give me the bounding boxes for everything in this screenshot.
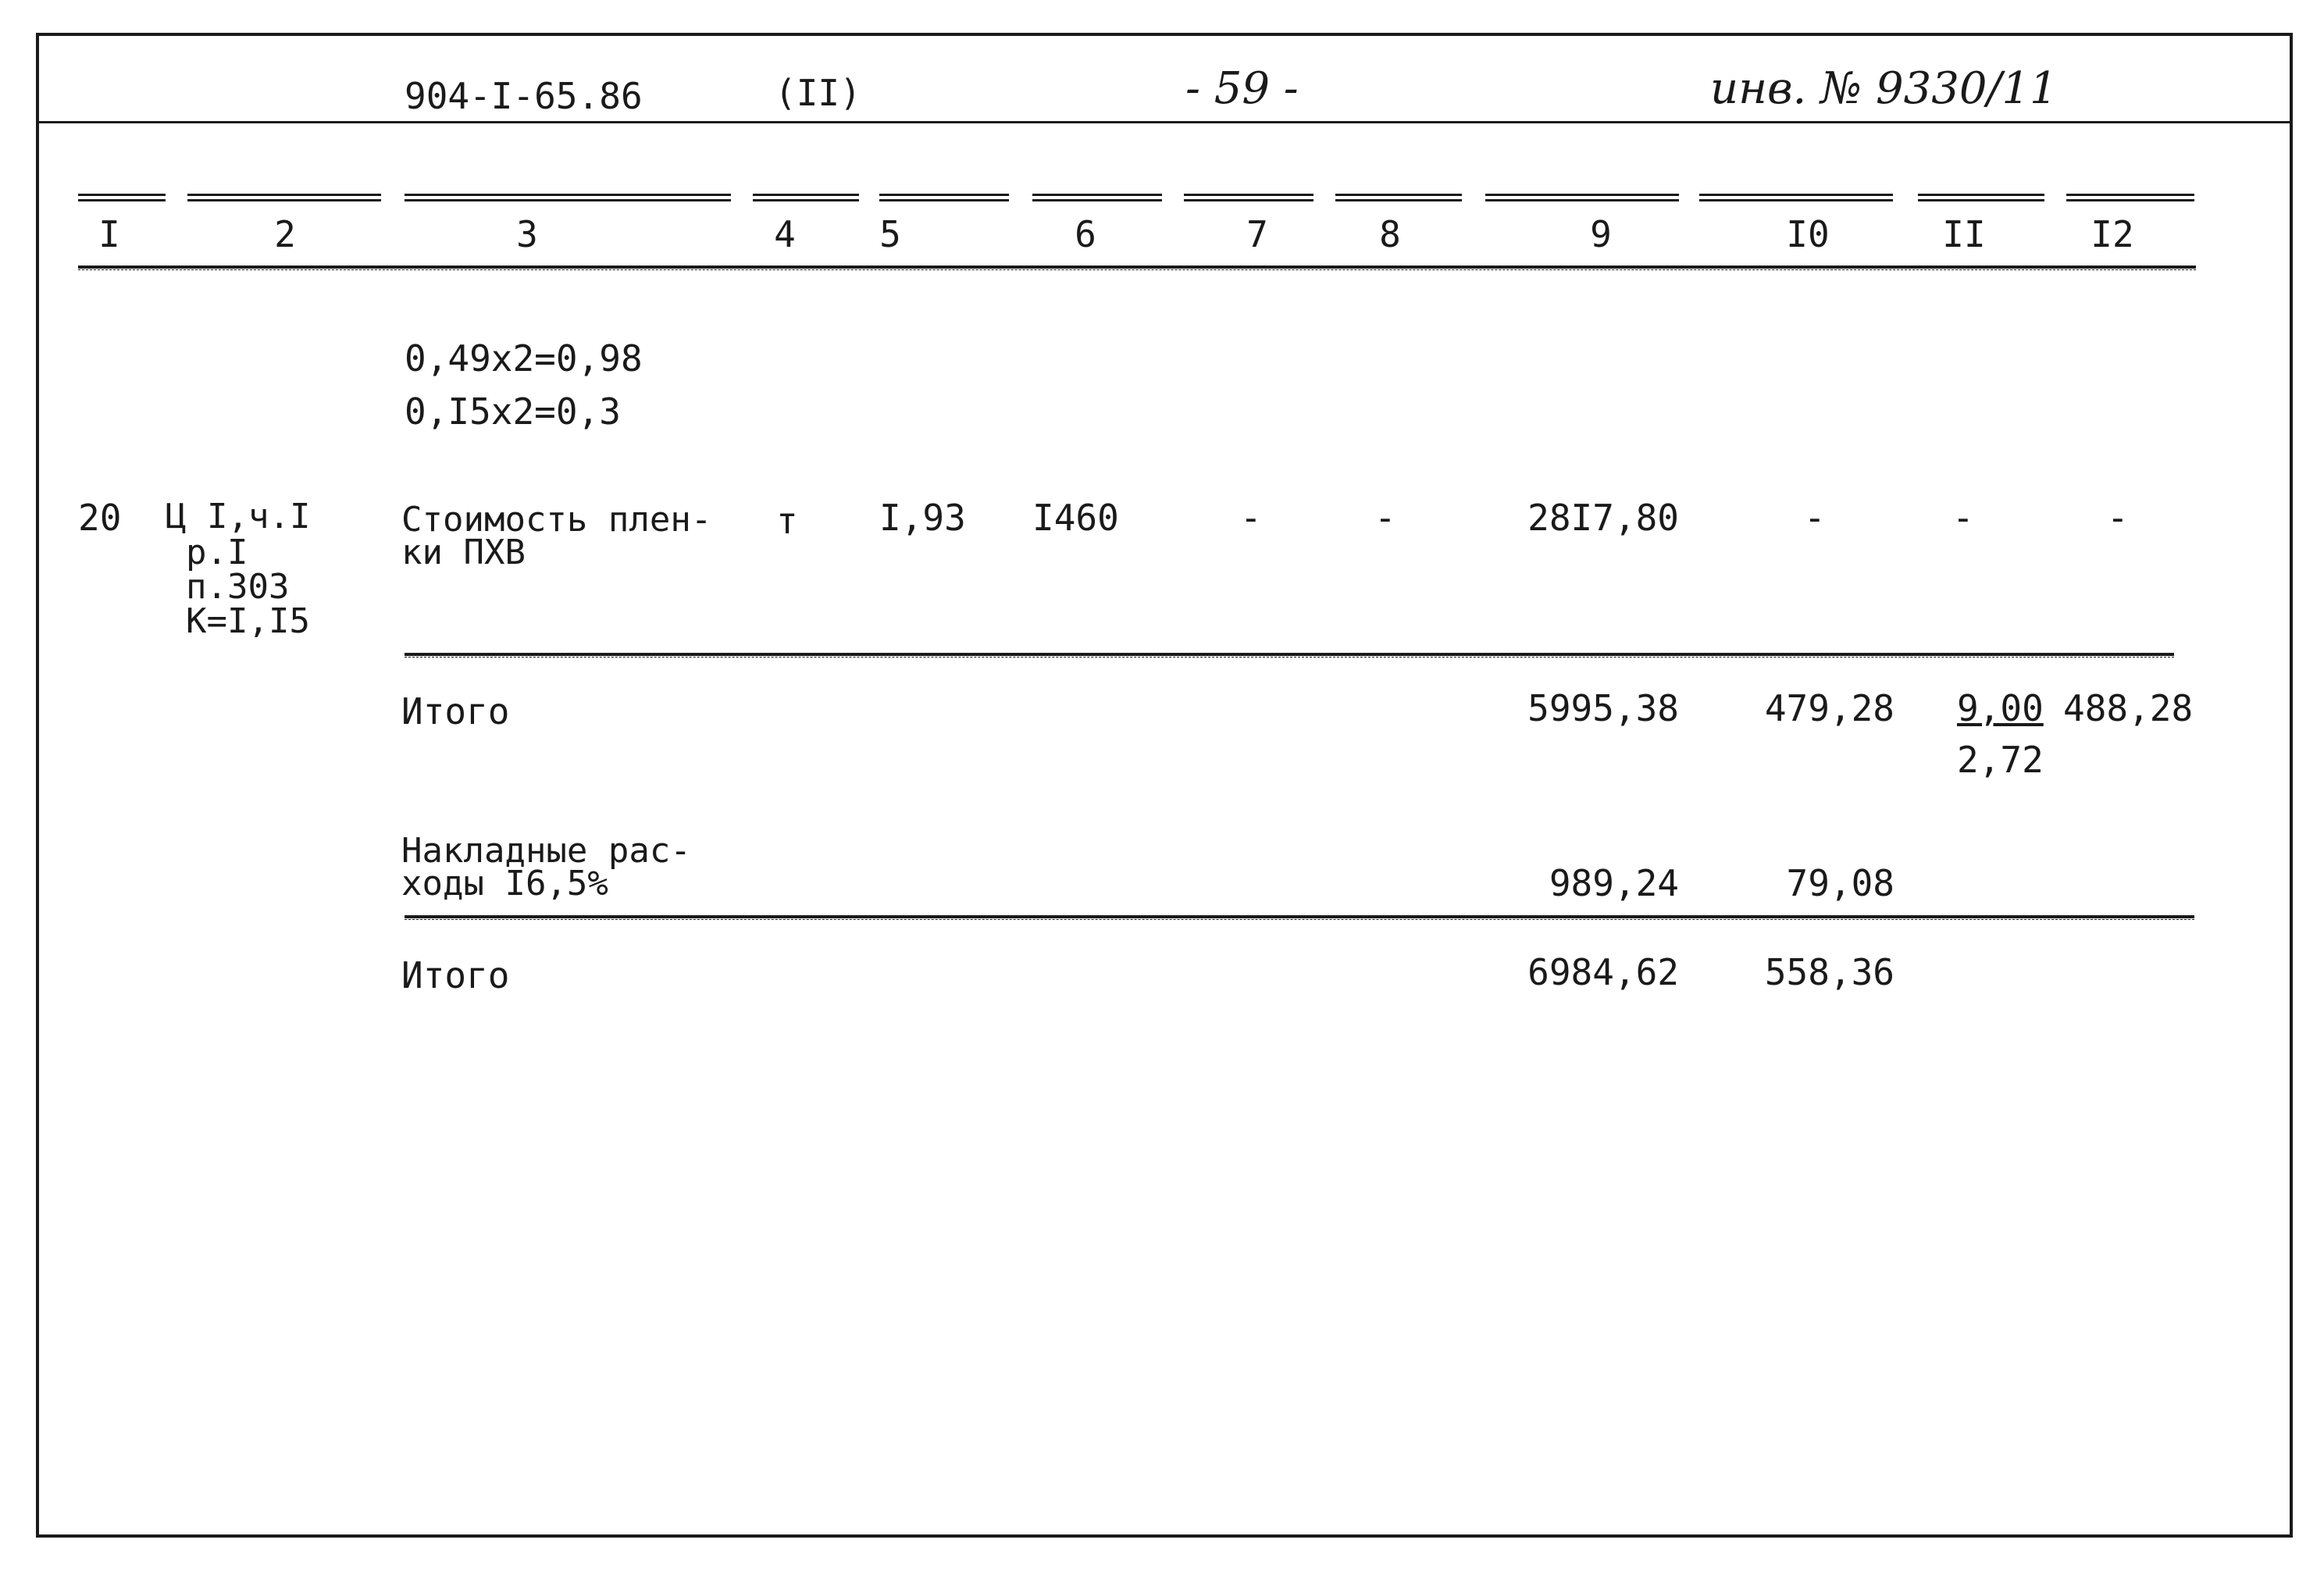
total-column12: 488,28 — [2063, 687, 2194, 729]
column-number: I2 — [2091, 213, 2134, 255]
column-number: I0 — [1786, 213, 1830, 255]
quantity-cell: I,93 — [879, 497, 966, 539]
column-number: 3 — [516, 213, 538, 255]
header-divider — [36, 121, 2293, 123]
calc-line: 0,I5x2=0,3 — [405, 390, 621, 433]
total-label: Итого — [401, 690, 510, 732]
column8-cell: - — [1374, 497, 1396, 539]
reference-line: п.303 — [186, 567, 290, 607]
reference-line: К=I,I5 — [186, 601, 310, 641]
column-number: II — [1942, 213, 1986, 255]
column-rule — [1032, 194, 1162, 201]
inventory-number: инв. № 9330/11 — [1710, 63, 2058, 114]
column11-cell: - — [1952, 497, 1974, 539]
total-column10: 479,28 — [1764, 687, 1894, 729]
total-column11-bottom: 2,72 — [1957, 739, 2044, 781]
overhead-column10: 79,08 — [1786, 862, 1894, 904]
column-rule — [753, 194, 859, 201]
column-number: 6 — [1075, 213, 1096, 255]
grand-total-column9: 6984,62 — [1527, 951, 1679, 993]
column-number: 5 — [879, 213, 901, 255]
column-rule — [405, 194, 731, 201]
column-rule — [78, 194, 166, 201]
column-number: I — [98, 213, 120, 255]
page-number: - 59 - — [1185, 63, 1299, 114]
doc-code: 904-I-65.86 — [405, 75, 643, 117]
column-rule — [1699, 194, 1893, 201]
column7-cell: - — [1240, 497, 1262, 539]
calc-line: 0,49x2=0,98 — [405, 337, 643, 380]
column-number: 8 — [1379, 213, 1401, 255]
column-rule — [1918, 194, 2044, 201]
column-rule — [1335, 194, 1462, 201]
row-number: 20 — [78, 497, 122, 539]
header-bottom-rule — [78, 266, 2196, 270]
description-line: Стоимость плен- — [401, 500, 712, 540]
overhead-label: Накладные рас- — [401, 831, 691, 871]
reference-line: Ц I,ч.I — [166, 497, 311, 536]
column9-cell: 28I7,80 — [1527, 497, 1679, 539]
column-number: 9 — [1590, 213, 1612, 255]
column12-cell: - — [2107, 497, 2129, 539]
reference-line: р.I — [186, 533, 248, 572]
overhead-label: ходы I6,5% — [401, 864, 608, 903]
column-rule — [187, 194, 381, 201]
column-rule — [2066, 194, 2194, 201]
section-rule — [405, 653, 2174, 658]
grand-total-label: Итого — [401, 954, 510, 996]
column-number: 2 — [274, 213, 296, 255]
column-rule — [1184, 194, 1313, 201]
doc-part: (II) — [775, 72, 861, 114]
column-number: 4 — [774, 213, 796, 255]
unit-cell: т — [776, 500, 798, 542]
column10-cell: - — [1804, 497, 1826, 539]
grand-total-column10: 558,36 — [1764, 951, 1894, 993]
column-rule — [879, 194, 1009, 201]
price-cell: I460 — [1032, 497, 1119, 539]
total-column11-top: 9,00 — [1957, 687, 2044, 729]
total-column9: 5995,38 — [1527, 687, 1679, 729]
section-rule — [405, 915, 2194, 920]
description-line: ки ПХВ — [401, 533, 526, 572]
column-number: 7 — [1246, 213, 1268, 255]
column-rule — [1485, 194, 1679, 201]
document-frame — [36, 33, 2293, 1538]
overhead-column9: 989,24 — [1549, 862, 1679, 904]
